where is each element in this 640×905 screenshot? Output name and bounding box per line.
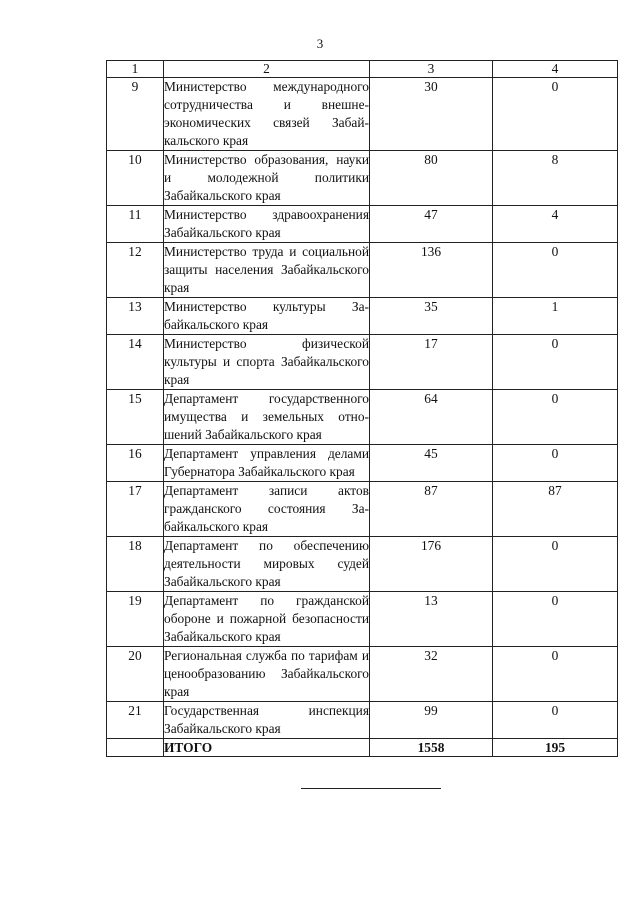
organization-name: Департамент по обеспечению деятельности мировых судей Забайкальского края xyxy=(164,537,370,592)
table-row xyxy=(107,445,618,482)
column-header-1: 1 xyxy=(107,61,164,78)
total-column-3: 1558 xyxy=(370,739,493,757)
column-3-value: 47 xyxy=(370,206,493,243)
row-number: 16 xyxy=(107,445,164,482)
row-number: 9 xyxy=(107,78,164,151)
column-4-value: 0 xyxy=(493,335,618,390)
organization-name: Министерство образования, науки и молодежной политики Забайкальского края xyxy=(164,151,370,206)
table-row xyxy=(107,335,618,390)
row-number: 19 xyxy=(107,592,164,647)
column-3-value: 176 xyxy=(370,537,493,592)
table-body xyxy=(107,61,618,757)
column-3-value: 99 xyxy=(370,702,493,739)
column-4-value: 0 xyxy=(493,78,618,151)
table-row xyxy=(107,537,618,592)
table-row xyxy=(107,206,618,243)
organization-name: Департамент по гражданской обороне и пожарной безопасности Забайкальского края xyxy=(164,592,370,647)
row-number: 18 xyxy=(107,537,164,592)
column-4-value: 8 xyxy=(493,151,618,206)
total-label: ИТОГО xyxy=(164,739,370,757)
row-number: 10 xyxy=(107,151,164,206)
column-3-value: 13 xyxy=(370,592,493,647)
allocation-table xyxy=(106,60,618,757)
organization-name: Министерство культуры Забайкальского края xyxy=(164,298,370,335)
column-3-value: 64 xyxy=(370,390,493,445)
row-number: 21 xyxy=(107,702,164,739)
column-4-value: 4 xyxy=(493,206,618,243)
column-3-value: 30 xyxy=(370,78,493,151)
closing-rule xyxy=(301,788,441,789)
table-row xyxy=(107,592,618,647)
page-number: 3 xyxy=(316,36,324,51)
table-row xyxy=(107,78,618,151)
header-row xyxy=(107,61,618,78)
total-row xyxy=(107,739,618,757)
table-row xyxy=(107,390,618,445)
organization-name: Министерство международного сотрудничества и внешнеэкономических связей Забайкальского края xyxy=(164,78,370,151)
table-row xyxy=(107,482,618,537)
column-header-2: 2 xyxy=(164,61,370,78)
row-number: 14 xyxy=(107,335,164,390)
column-4-value: 87 xyxy=(493,482,618,537)
table-row xyxy=(107,647,618,702)
row-number: 17 xyxy=(107,482,164,537)
organization-name: Департамент государственного имущества и земельных отношений Забайкальского края xyxy=(164,390,370,445)
organization-name: Региональная служба по тарифам и ценообразованию Забайкальского края xyxy=(164,647,370,702)
column-3-value: 35 xyxy=(370,298,493,335)
column-4-value: 0 xyxy=(493,390,618,445)
organization-name: Министерство физической культуры и спорта Забайкальского края xyxy=(164,335,370,390)
column-4-value: 0 xyxy=(493,445,618,482)
column-4-value: 1 xyxy=(493,298,618,335)
organization-name: Департамент управления делами Губернатора Забайкальского края xyxy=(164,445,370,482)
table-row xyxy=(107,298,618,335)
table-row xyxy=(107,702,618,739)
column-4-value: 0 xyxy=(493,647,618,702)
column-3-value: 45 xyxy=(370,445,493,482)
column-3-value: 32 xyxy=(370,647,493,702)
column-header-3: 3 xyxy=(370,61,493,78)
column-3-value: 87 xyxy=(370,482,493,537)
table-row xyxy=(107,151,618,206)
total-column-4: 195 xyxy=(493,739,618,757)
organization-name: Государственная инспекция Забайкальского края xyxy=(164,702,370,739)
total-number-cell xyxy=(107,739,164,757)
row-number: 15 xyxy=(107,390,164,445)
column-4-value: 0 xyxy=(493,537,618,592)
column-3-value: 80 xyxy=(370,151,493,206)
organization-name: Министерство труда и социальной защиты населения Забайкальского края xyxy=(164,243,370,298)
column-4-value: 0 xyxy=(493,592,618,647)
row-number: 11 xyxy=(107,206,164,243)
row-number: 12 xyxy=(107,243,164,298)
organization-name: Департамент записи актов гражданского состояния Забайкальского края xyxy=(164,482,370,537)
column-4-value: 0 xyxy=(493,243,618,298)
column-3-value: 136 xyxy=(370,243,493,298)
row-number: 13 xyxy=(107,298,164,335)
column-4-value: 0 xyxy=(493,702,618,739)
table-row xyxy=(107,243,618,298)
organization-name: Министерство здравоохранения Забайкальского края xyxy=(164,206,370,243)
column-header-4: 4 xyxy=(493,61,618,78)
column-3-value: 17 xyxy=(370,335,493,390)
row-number: 20 xyxy=(107,647,164,702)
